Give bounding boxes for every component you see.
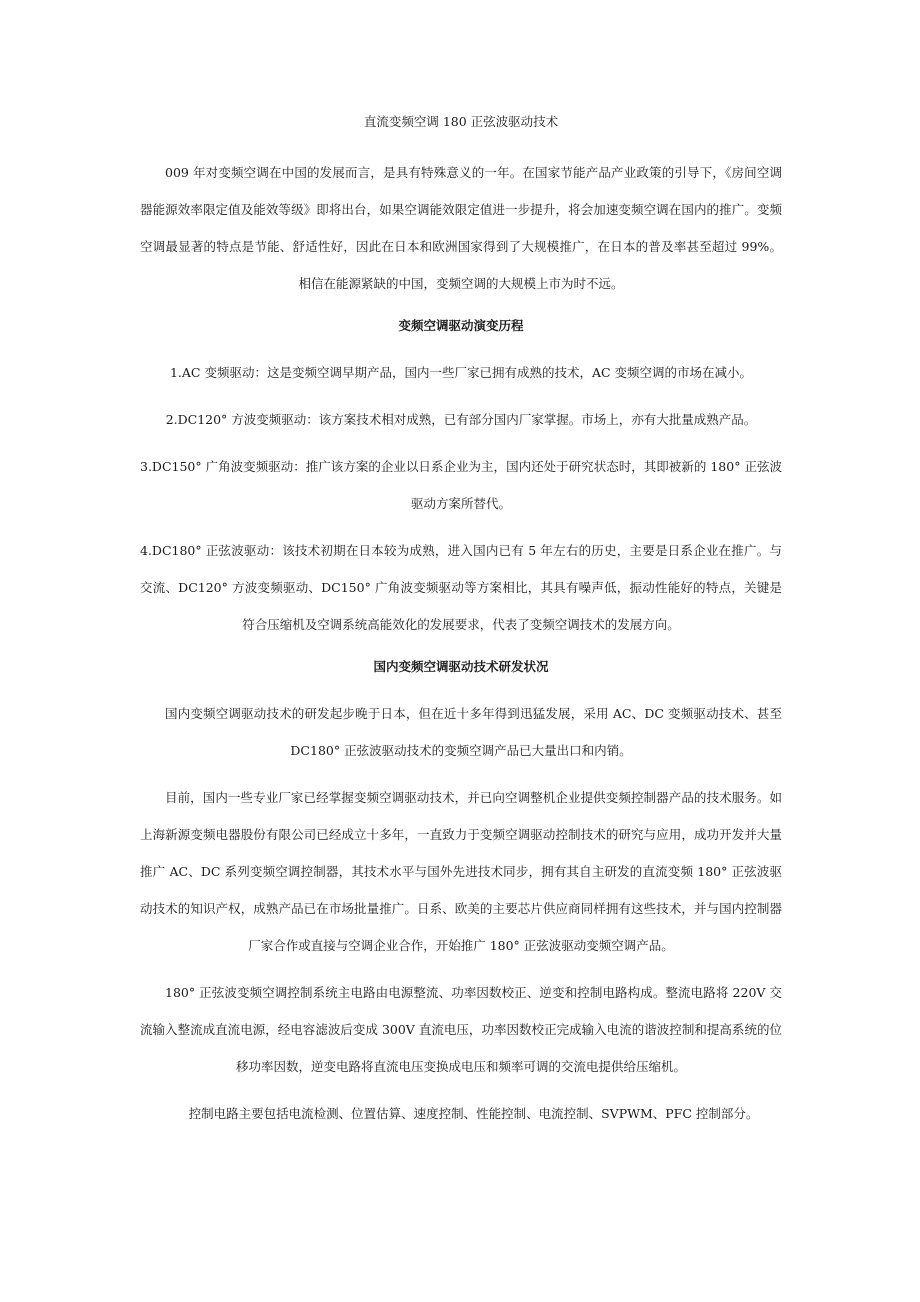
- domestic-paragraph-4: 控制电路主要包括电流检测、位置估算、速度控制、性能控制、电流控制、SVPWM、PFC 控制部分。: [188, 1106, 759, 1121]
- list-item-ac: 1.AC 变频驱动：这是变频空调早期产品，国内一些厂家已拥有成熟的技术，AC 变频空调的市场在减小。: [169, 365, 753, 380]
- domestic-paragraph-3: 180° 正弦波变频空调控制系统主电路由电源整流、功率因数校正、逆变和控制电路构成。整流电路将 220V 交流输入整流成直流电源，经电容滤波后变成 300V 直流电压，功率因数校正完成输入电流的谐波控制和提高系统的位移功率因数，逆变电路将直流电压变换成电压和频率可调的交流电提供给压缩机。: [140, 985, 782, 1074]
- section-heading-evolution: 变频空调驱动演变历程: [398, 318, 524, 333]
- list-item-dc120: 2.DC120° 方波变频驱动：该方案技术相对成熟，已有部分国内厂家掌握。市场上，亦有大批量成熟产品。: [165, 412, 757, 427]
- list-item-dc150: 3.DC150° 广角波变频驱动：推广该方案的企业以日系企业为主，国内还处于研究状态时，其即被新的 180° 正弦波驱动方案所替代。: [140, 459, 782, 511]
- list-item-dc180: 4.DC180° 正弦波驱动：该技术初期在日本较为成熟，进入国内已有 5 年左右的历史，主要是日系企业在推广。与交流、DC120° 方波变频驱动、DC150° 广角波变频驱动等方案相比，其具有噪声低，振动性能好的特点，关键是符合压缩机及空调系统高能效化的发展要求，代表了变频空调技术的发展方向。: [140, 543, 782, 632]
- domestic-paragraph-2: 目前，国内一些专业厂家已经掌握变频空调驱动技术，并已向空调整机企业提供变频控制器产品的技术服务。如上海新源变频电器股份有限公司已经成立十多年，一直致力于变频空调驱动控制技术的研究与应用，成功开发并大量推广 AC、DC 系列变频空调控制器，其技术水平与国外先进技术同步，拥有其自主研发的直流变频 180° 正弦波驱动技术的知识产权，成熟产品已在市场批量推广。日系、欧美的主要芯片供应商同样拥有这些技术，并与国内控制器厂家合作或直接与空调企业合作，开始推广 180° 正弦波驱动变频空调产品。: [140, 790, 782, 953]
- section-heading-domestic: 国内变频空调驱动技术研发状况: [373, 659, 549, 674]
- document-page: [140, 112, 782, 1142]
- intro-paragraph: 009 年对变频空调在中国的发展而言，是具有特殊意义的一年。在国家节能产品产业政策的引导下，《房间空调器能源效率限定值及能效等级》即将出台，如果空调能效限定值进一步提升，将会加速变频空调在国内的推广。变频空调最显著的特点是节能、舒适性好，因此在日本和欧洲国家得到了大规模推广，在日本的普及率甚至超过 99%。相信在能源紧缺的中国，变频空调的大规模上市为时不远。: [140, 165, 782, 291]
- domestic-paragraph-1: 国内变频空调驱动技术的研发起步晚于日本，但在近十多年得到迅猛发展，采用 AC、DC 变频驱动技术、甚至 DC180° 正弦波驱动技术的变频空调产品已大量出口和内销。: [165, 706, 782, 758]
- document-title: 直流变频空调 180 正弦波驱动技术: [363, 114, 559, 129]
